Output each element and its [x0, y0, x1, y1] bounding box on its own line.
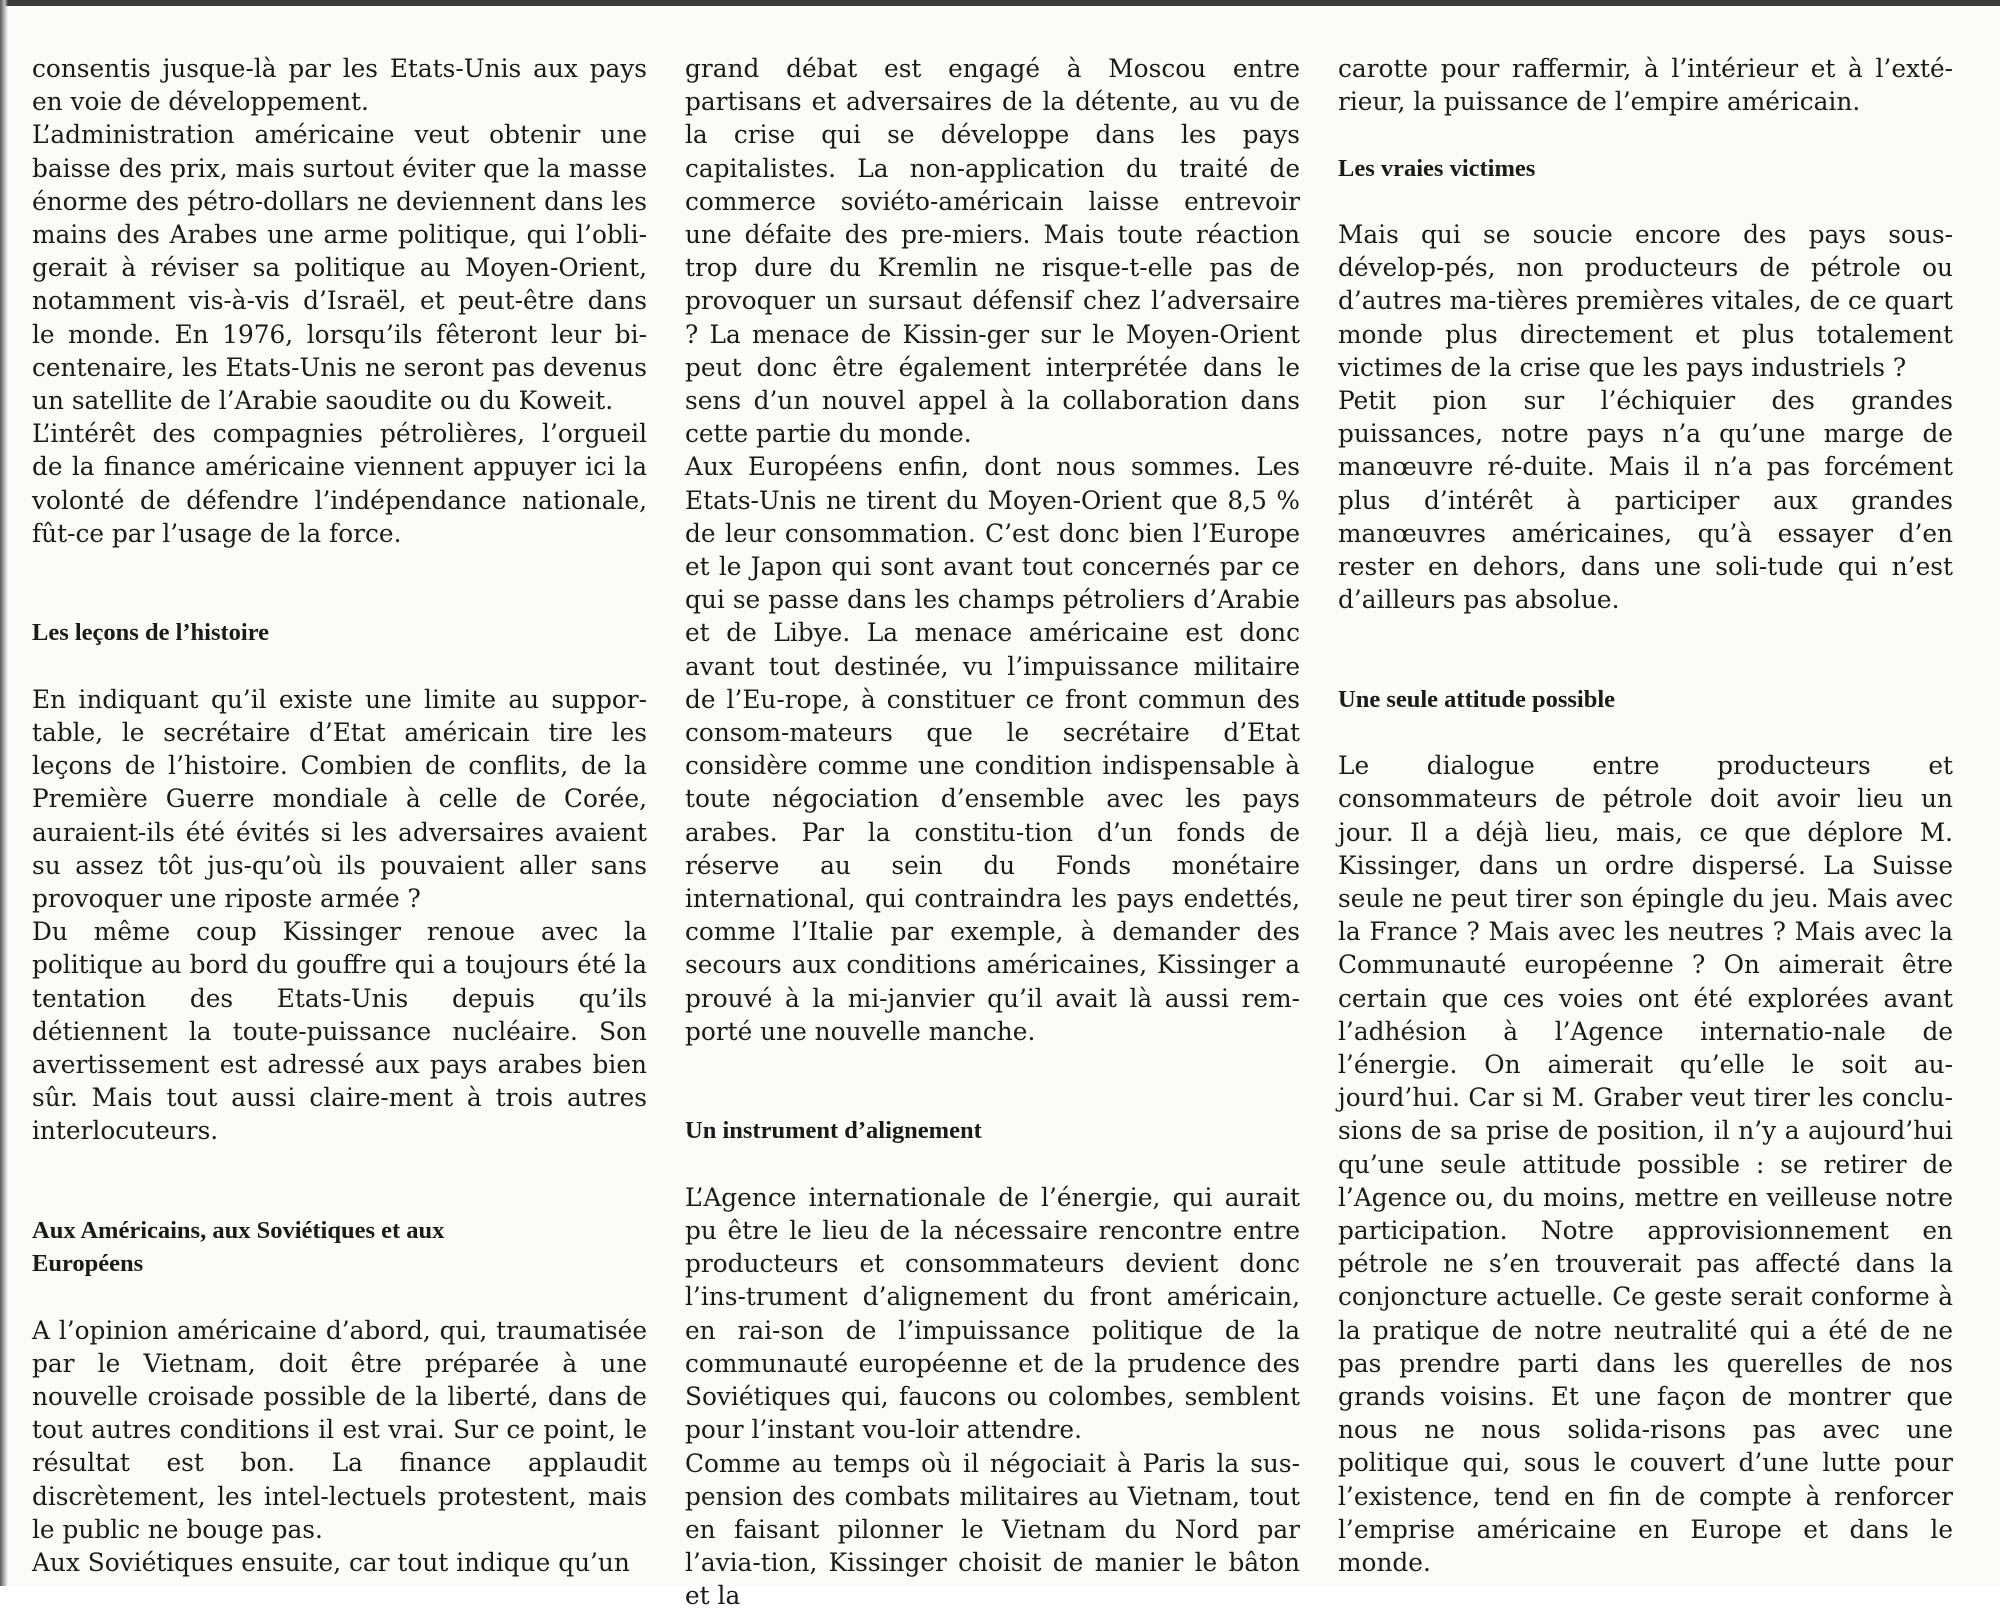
spacer	[32, 1148, 647, 1214]
spacer	[32, 550, 647, 616]
paragraph: Du même coup Kissinger renoue avec la politique au bord du gouffre qui a toujours été la tentation des Etats-Unis depuis qu’ils détiennent la toute-puissance nucléaire. Son avertissement est adressé aux pays arabes bien sûr. Mais tout aussi claire-ment à trois autres interlocuteurs.	[32, 917, 647, 1146]
paragraph: Aux Européens enfin, dont nous sommes. Les Etats-Unis ne tirent du Moyen-Orient que 8,5 % de leur consommation. C’est donc bien l’Europe et le Japon qui sont avant tout concernés par ce qui se passe dans les champs pétroliers d’Arabie et de Libye. La menace américaine est donc avant tout destinée, vu l’impuissance militaire de l’Eu-rope, à constituer ce front commun des consom-mateurs que le secrétaire d’Etat considère comme une condition indispensable à toute négociation d’ensemble avec les pays arabes. Par la constitu-tion d’un fonds de réserve au sein du Fonds monétaire international, qui contraindra les pays endettés, comme l’Italie par exemple, à demander des secours aux conditions américaines, Kissinger a prouvé à la mi-janvier qu’il avait là aussi rem-porté une nouvelle manche.	[685, 452, 1300, 1046]
paragraph: Aux Soviétiques ensuite, car tout indique qu’un	[32, 1548, 630, 1578]
left-border-rule	[0, 0, 8, 1586]
paragraph: En indiquant qu’il existe une limite au suppor-table, le secrétaire d’Etat américain tire les leçons de l’histoire. Combien de conflits, de la Première Guerre mondiale à celle de Corée, auraient-ils été évités si les adversaires avaient su assez tôt jus-qu’où ils pouvaient aller sans provoquer une riposte armée ?	[32, 684, 647, 914]
paragraph: Comme au temps où il négociait à Paris la sus-pension des combats militaires au Vietnam, tout en faisant pilonner le Vietnam du Nord par l’avia-tion, Kissinger choisit de manier le bâton et la	[685, 1448, 1300, 1611]
text-column-2	[685, 52, 1300, 1613]
paragraph: L’intérêt des compagnies pétrolières, l’orgueil de la finance américaine viennent appuyer ici la volonté de défendre l’indépendance nationale, fût-ce par l’usage de la force.	[32, 419, 647, 548]
section-heading: Les leçons de l’histoire	[32, 619, 270, 647]
spacer	[32, 650, 647, 683]
spacer	[1338, 118, 1953, 151]
paragraph: carotte pour raffermir, à l’intérieur et à l’exté-rieur, la puissance de l’empire américain.	[1338, 54, 1953, 117]
section-heading: Un instrument d’alignement	[685, 1117, 982, 1145]
section-heading: Aux Américains, aux Soviétiques et aux Européens	[32, 1217, 445, 1278]
text-column-3	[1338, 52, 1953, 1579]
paragraph: Petit pion sur l’échiquier des grandes puissances, notre pays n’a qu’une marge de manœuvre ré-duite. Mais il n’a pas forcément plus d’intérêt à participer aux grandes manœuvres américaines, qu’à essayer d’en rester en dehors, dans une soli-tude qui n’est d’ailleurs pas absolue.	[1338, 386, 1953, 615]
text-column-1	[32, 52, 647, 1579]
spacer	[1338, 716, 1953, 749]
top-border-rule	[0, 0, 2000, 6]
spacer	[1338, 185, 1953, 218]
spacer	[32, 1280, 647, 1313]
section-heading: Les vraies victimes	[1338, 154, 1536, 182]
paragraph: L’administration américaine veut obtenir une baisse des prix, mais surtout éviter que la masse énorme des pétro-dollars ne deviennent dans les mains des Arabes une arme politique, qui l’obli-gerait à réviser sa politique au Moyen-Orient, notamment vis-à-vis d’Israël, et peut-être dans le monde. En 1976, lorsqu’ils fêteront leur bi-centenaire, les Etats-Unis ne seront pas devenus un satellite de l’Arabie saoudite ou du Koweit.	[32, 120, 647, 416]
paragraph: L’Agence internationale de l’énergie, qui aurait pu être le lieu de la nécessaire rencontre entre producteurs et consommateurs devient donc l’ins-trument d’alignement du front américain, en rai-son de l’impuissance politique de la communauté européenne et de la prudence des Soviétiques qui, faucons ou colombes, semblent pour l’instant vou-loir attendre.	[685, 1182, 1300, 1445]
spacer	[685, 1048, 1300, 1114]
spacer	[685, 1148, 1300, 1181]
paragraph: A l’opinion américaine d’abord, qui, traumatisée par le Vietnam, doit être préparée à une nouvelle croisade possible de la liberté, dans de tout autres conditions il est vrai. Sur ce point, le résultat est bon. La finance applaudit discrètement, les intel-lectuels protestent, mais le public ne bouge pas.	[32, 1315, 647, 1544]
section-heading: Une seule attitude possible	[1338, 685, 1616, 713]
spacer	[1338, 616, 1953, 682]
paragraph: Mais qui se soucie encore des pays sous-dévelop-pés, non producteurs de pétrole ou d’autres ma-tières premières vitales, de ce quart monde plus directement et plus totalement victimes de la crise que les pays industriels ?	[1338, 219, 1953, 382]
paragraph: Le dialogue entre producteurs et consommateurs de pétrole doit avoir lieu un jour. Il a déjà lieu, mais, ce que déplore M. Kissinger, dans un ordre dispersé. La Suisse seule ne peut tirer son épingle du jeu. Mais avec la France ? Mais avec les neutres ? Mais avec la Communauté européenne ? On aimerait être certain que ces voies ont été explorées avant l’adhésion à l’Agence internatio-nale de l’énergie. On aimerait qu’elle le soit au-jourd’hui. Car si M. Graber veut tirer les conclu-sions de sa prise de position, il n’y a aujourd’hui qu’une seule attitude possible : se retirer de l’Agence ou, du moins, mettre en veilleuse notre participation. Notre approvisionnement en pétrole ne s’en trouverait pas affecté dans la conjoncture actuelle. Ce geste serait conforme à la pratique de notre neutralité qui a été de ne pas prendre parti dans les querelles de nos grands voisins. Et une façon de montrer que nous ne nous solida-risons pas avec une politique qui, sous le couvert d’une lutte pour l’existence, tend en fin de compte à renforcer l’emprise américaine en Europe et dans le monde.	[1338, 751, 1953, 1578]
paragraph: consentis jusque-là par les Etats-Unis aux pays en voie de développement.	[32, 54, 647, 117]
paragraph: grand débat est engagé à Moscou entre partisans et adversaires de la détente, au vu de la crise qui se développe dans les pays capitalistes. La non-application du traité de commerce soviéto-américain laisse entrevoir une défaite des pre-miers. Mais toute réaction trop dure du Kremlin ne risque-t-elle pas de provoquer un sursaut défensif chez l’adversaire ? La menace de Kissin-ger sur le Moyen-Orient peut donc être également interprétée dans le sens d’un nouvel appel à la collaboration dans cette partie du monde.	[685, 54, 1300, 449]
